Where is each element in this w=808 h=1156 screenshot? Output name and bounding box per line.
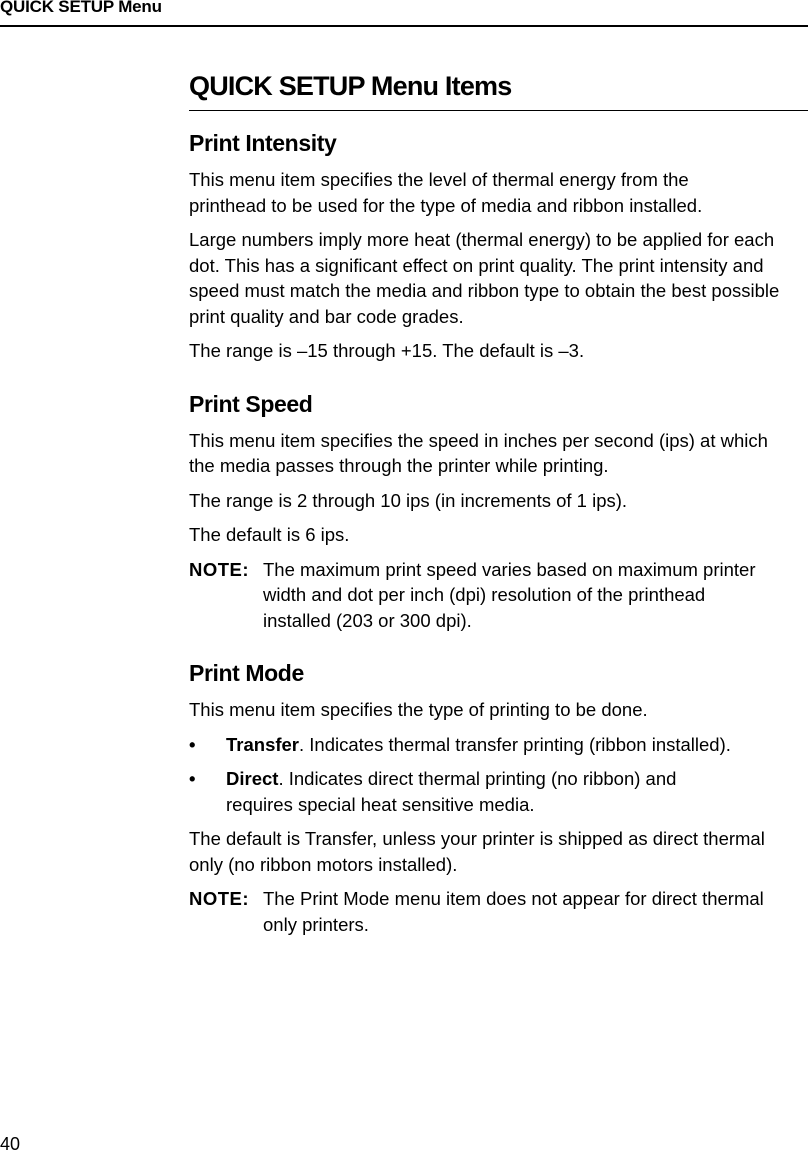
bullet-text-transfer: . Indicates thermal transfer printing (ribbon installed). — [299, 733, 731, 755]
list-item — [189, 766, 808, 817]
bullet-text-direct: . Indicates direct thermal printing (no ribbon) and requires special heat sensitive media. — [226, 768, 677, 815]
print-speed-note — [189, 557, 808, 634]
print-intensity-details: Large numbers imply more heat (thermal energy) to be applied for each dot. This has a significant effect on print quality. The print intensity and speed must match the media and ribbon type to obtain the best possible print quality and bar code grades. — [189, 229, 780, 327]
bullet-icon: • — [189, 768, 196, 789]
page-content — [189, 68, 808, 937]
bullet-term-transfer: Transfer — [226, 733, 300, 755]
running-header — [0, 0, 808, 27]
print-speed-description: This menu item specifies the speed in inches per second (ips) at which the media passes through the printer while printing. — [189, 429, 768, 476]
print-mode-heading: Print Mode — [189, 660, 304, 686]
print-mode-description: This menu item specifies the type of printing to be done. — [189, 699, 648, 720]
page-number: 40 — [0, 1134, 21, 1154]
running-header-title: QUICK SETUP Menu — [0, 0, 162, 16]
print-intensity-description: This menu item specifies the level of thermal energy from the printhead to be used for the type of media and ribbon installed. — [189, 169, 703, 216]
note-text: The maximum print speed varies based on maximum printer width and dot per inch (dpi) resolution of the printhead installed (203 or 300 dpi). — [263, 558, 756, 631]
print-mode-note — [189, 886, 808, 937]
print-speed-heading: Print Speed — [189, 390, 313, 417]
note-label: NOTE: — [189, 558, 250, 580]
print-speed-default: The default is 6 ips. — [189, 524, 350, 545]
bullet-term-direct: Direct — [226, 768, 279, 789]
print-speed-range: The range is 2 through 10 ips (in increments of 1 ips). — [189, 489, 628, 511]
bullet-icon: • — [189, 733, 196, 755]
print-intensity-range: The range is –15 through +15. The default is –3. — [189, 340, 585, 361]
note-text: The Print Mode menu item does not appear for direct thermal only printers. — [263, 888, 764, 935]
list-item — [189, 732, 808, 758]
print-intensity-heading: Print Intensity — [189, 130, 337, 156]
section-title: QUICK SETUP Menu Items — [189, 68, 808, 111]
print-mode-default: The default is Transfer, unless your printer is shipped as direct thermal only (no ribbon motors installed). — [189, 828, 765, 875]
note-label: NOTE: — [189, 888, 250, 909]
